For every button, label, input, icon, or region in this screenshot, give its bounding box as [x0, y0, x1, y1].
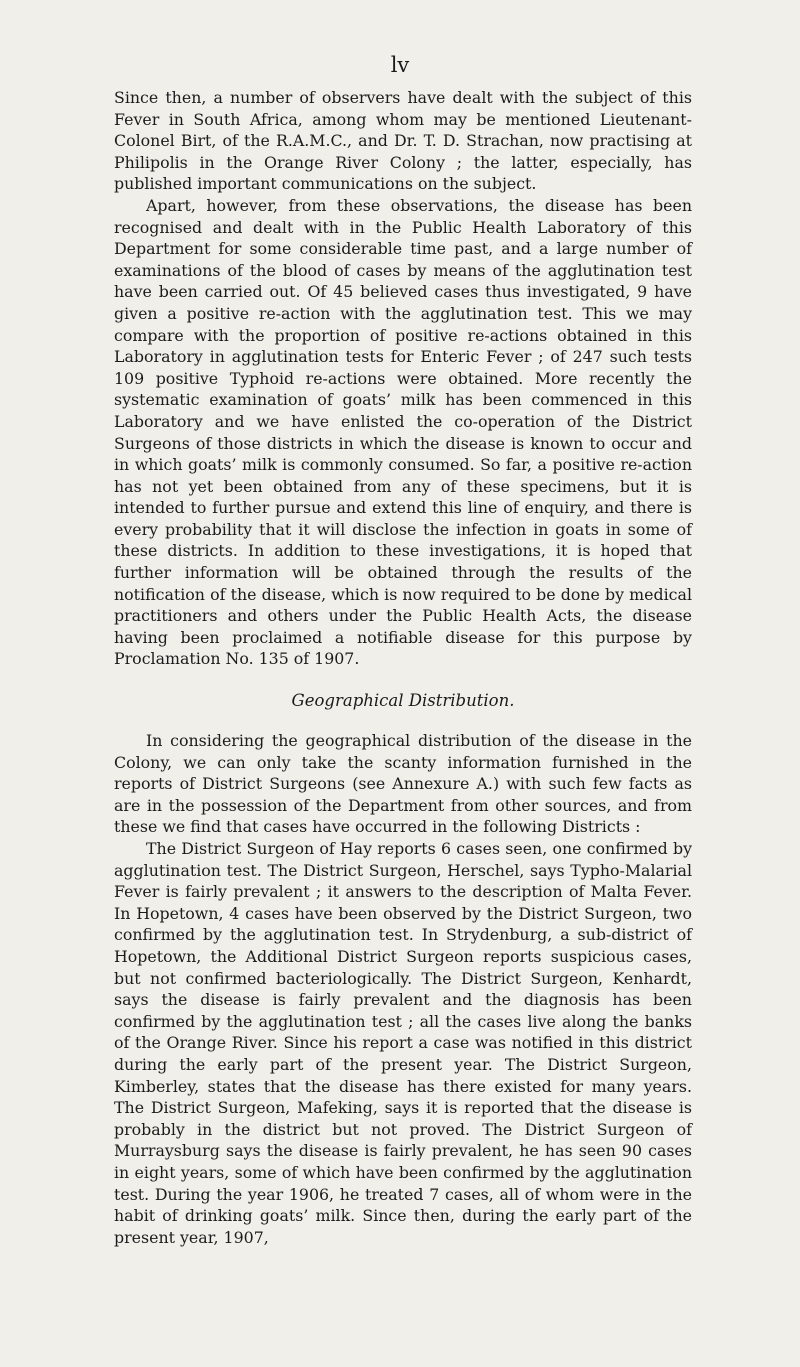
paragraph-observers: Since then, a number of observers have dealt with the subject of this Fever in South Africa, among whom may be mentioned Lieutenant-Colonel Birt, of the R.A.M.C., and Dr. T. D. Strachan, now practising at Philipolis in the Orange River Colony ; the latter, especially, has published important communications on the subject. [114, 88, 692, 194]
page-number: lv [390, 53, 410, 77]
paragraph-laboratory: Apart, however, from these observations, the disease has been recognised and dealt with in the Public Health Laboratory of this Department for some considerable time past, and a large number of examinations of the blood of cases by means of the agglutination test have been carried out. Of 45 believed cases thus investigated, 9 have given a positive re-action with the agglutination test. This we may compare with the proportion of positive re-actions obtained in this Laboratory in agglutination tests for Enteric Fever ; of 247 such tests 109 positive Typhoid re-actions were obtained. More recently the systematic examination of goats’ milk has been commenced in this Laboratory and we have enlisted the co-operation of the District Surgeons of those districts in which the disease is known to occur and in which goats’ milk is commonly consumed. So far, a positive re-action has not yet been obtained from any of these specimens, but it is intended to further pursue and extend this line of enquiry, and there is every probability that it will disclose the infection in goats in some of these districts. In addition to these investigations, it is hoped that further information will be obtained through the results of the notification of the disease, which is now required to be done by medical practitioners and others under the Public Health Acts, the disease having been proclaimed a notifiable disease for this purpose by Proclamation No. 135 of 1907. [114, 195, 692, 669]
paragraph-district-reports: The District Surgeon of Hay reports 6 cases seen, one confirmed by agglutination test. The District Surgeon, Herschel, says Typho-Malarial Fever is fairly prevalent ; it answers to the description of Malta Fever. In Hopetown, 4 cases have been observed by the District Surgeon, two confirmed by the agglutination test. In Strydenburg, a sub-district of Hopetown, the Additional District Surgeon reports suspicious cases, but not confirmed bacteriologically. The District Surgeon, Kenhardt, says the disease is fairly prevalent and the diagnosis has been confirmed by the agglutination test ; all the cases live along the banks of the Orange River. Since his report a case was notified in this district during the early part of the present year. The District Surgeon, Kimberley, states that the disease has there existed for many years. The District Surgeon, Mafeking, says it is reported that the disease is probably in the district but not proved. The District Surgeon of Murraysburg says the disease is fairly prevalent, he has seen 90 cases in eight years, some of which have been confirmed by the agglutination test. During the year 1906, he treated 7 cases, all of whom were in the habit of drinking goats’ milk. Since then, during the early part of the present year, 1907, [114, 839, 692, 1247]
body-text [114, 87, 692, 1248]
paragraph-distribution-intro: In considering the geographical distribution of the disease in the Colony, we can only take the scanty information furnished in the reports of District Surgeons (see Annexure A.) with such few facts as are in the possession of the Department from other sources, and from these we find that cases have occurred in the following Districts : [114, 731, 692, 837]
section-heading: Geographical Distribution. [291, 691, 515, 711]
